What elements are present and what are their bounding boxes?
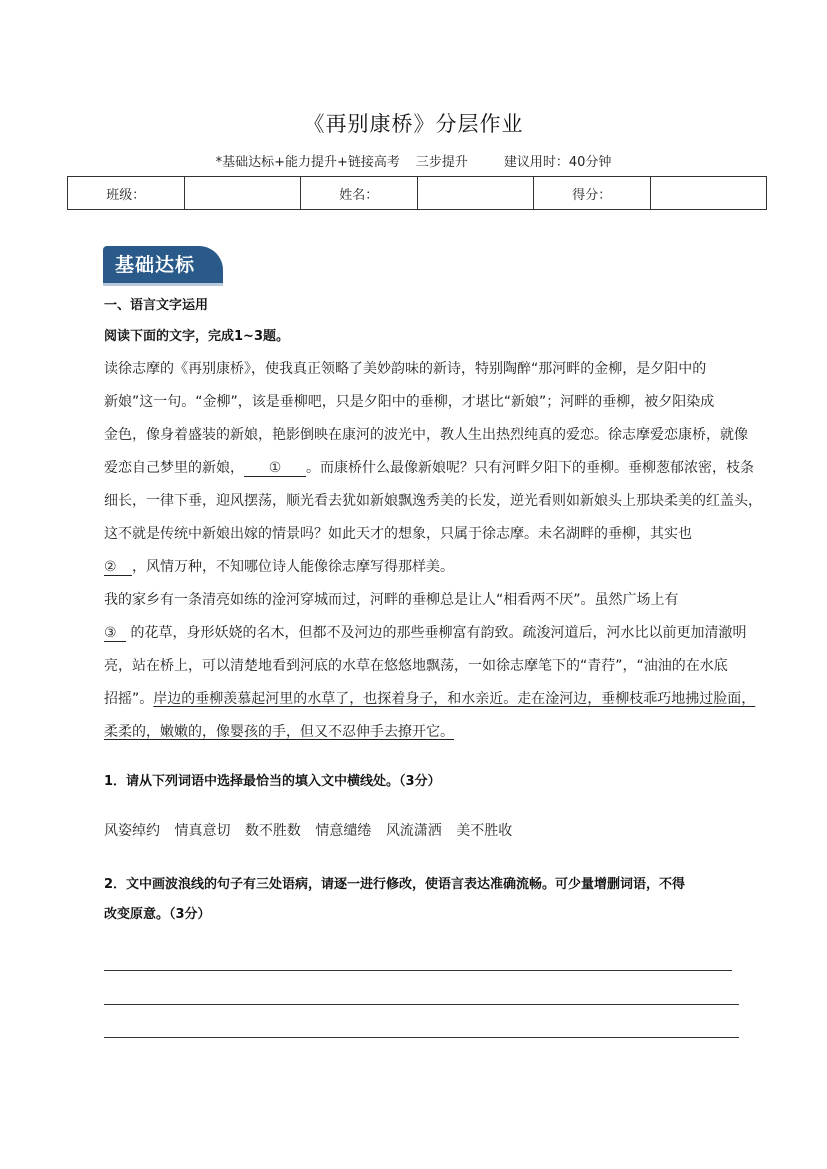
- passage-line: [104, 358, 754, 378]
- section-heading: 一、语言文字运用: [104, 298, 209, 313]
- subtitle-steps: *基础达标+能力提升+链接高考: [215, 155, 400, 170]
- passage-line: [104, 721, 754, 741]
- subtitle-time: 建议用时：40分钟: [503, 155, 612, 170]
- class-field[interactable]: [184, 177, 301, 210]
- word-choice: 情真意切: [174, 823, 231, 839]
- info-table: [67, 176, 767, 210]
- question-2-line-2: 改变原意。（3分）: [104, 907, 211, 922]
- passage-line: 细长，一律下垂，迎风摆荡，顺光看去犹如新娘飘逸秀美的长发，逆光看则如新娘头上那块柔美的红盖头，: [104, 493, 762, 509]
- passage-line: 这不就是传统中新娘出嫁的情景吗？如此天才的想象，只属于徐志摩。未名湖畔的垂柳，其实也: [104, 526, 692, 542]
- passage-line: [104, 457, 754, 477]
- name-field[interactable]: [417, 177, 534, 210]
- passage-text: 招摇”。: [104, 691, 154, 707]
- answer-line[interactable]: [104, 970, 732, 971]
- reading-instruction: 阅读下面的文字，完成1~3题。: [104, 329, 289, 344]
- passage-text: 的花草，身形妖娆的名木，但都不及河边的那些垂柳富有韵致。疏浚河道后，河水比以前更加清澈明: [130, 625, 747, 641]
- word-choice: 美不胜收: [456, 823, 513, 839]
- word-choice: 情意缱绻: [315, 823, 372, 839]
- score-field[interactable]: [650, 177, 767, 210]
- passage-line: [104, 622, 754, 642]
- passage-line: [104, 556, 754, 576]
- word-choice: 数不胜数: [244, 823, 301, 839]
- passage-line: 亮，站在桥上，可以清楚地看到河底的水草在悠悠地飘荡，一如徐志摩笔下的“青荇”，“油油的在水底: [104, 658, 728, 674]
- passage-line: 新娘”这一句。“金柳”，该是垂柳吧，只是夕阳中的垂柳，才堪比“新娘”；河畔的垂柳，被夕阳染成: [104, 394, 715, 410]
- question-2-line-1: 2．文中画波浪线的句子有三处语病，请逐一进行修改，使语言表达准确流畅。可少量增删词语，不得: [104, 877, 686, 892]
- subtitle-three: 三步提升: [415, 155, 468, 170]
- blank-3[interactable]: ③: [104, 625, 126, 642]
- word-choices: [104, 820, 518, 840]
- section-badge: 基础达标: [103, 246, 223, 284]
- blank-2[interactable]: ②: [104, 559, 132, 576]
- answer-line[interactable]: [104, 1004, 739, 1005]
- question-1: 1．请从下列词语中选择最恰当的填入文中横线处。（3分）: [104, 774, 441, 789]
- passage-line: [104, 688, 754, 708]
- answer-line[interactable]: [104, 1037, 739, 1038]
- score-label: 得分：: [534, 177, 651, 210]
- passage-text: ，风情万种，不知哪位诗人能像徐志摩写得那样美。: [132, 559, 454, 575]
- passage-line: 我的家乡有一条清亮如练的淦河穿城而过，河畔的垂柳总是让人“相看两不厌”。虽然广场上有: [104, 592, 679, 608]
- page-title: 《再别康桥》分层作业: [303, 112, 524, 136]
- wavy-underlined-sentence: 柔柔的，嫩嫩的，像婴孩的手，但又不忍伸手去撩开它。: [104, 724, 454, 740]
- class-label: 班级：: [68, 177, 185, 210]
- passage-text: 读徐志摩的《再别康桥》，使我真正领略了美妙韵味的新诗，特别陶醉“那河畔的金柳，是夕阳中的: [104, 361, 707, 377]
- passage-text: 。而康桥什么最像新娘呢？只有河畔夕阳下的垂柳。垂柳葱郁浓密，枝条: [306, 460, 754, 476]
- word-choice: 风姿绰约: [104, 823, 160, 839]
- passage-line: 金色，像身着盛装的新娘，艳影倒映在康河的波光中，教人生出热烈纯真的爱恋。徐志摩爱恋康桥，就像: [104, 427, 748, 443]
- passage-text: 爱恋自己梦里的新娘，: [104, 460, 244, 476]
- badge-underline: [103, 283, 223, 286]
- name-label: 姓名：: [301, 177, 418, 210]
- subtitle: [0, 151, 827, 170]
- wavy-underlined-sentence: 岸边的垂柳羡慕起河里的水草了，也探着身子，和水亲近。走在淦河边，垂柳枝乖巧地拂过脸面，: [153, 691, 756, 707]
- blank-1[interactable]: ①: [244, 460, 306, 477]
- word-choice: 风流潇洒: [385, 823, 442, 839]
